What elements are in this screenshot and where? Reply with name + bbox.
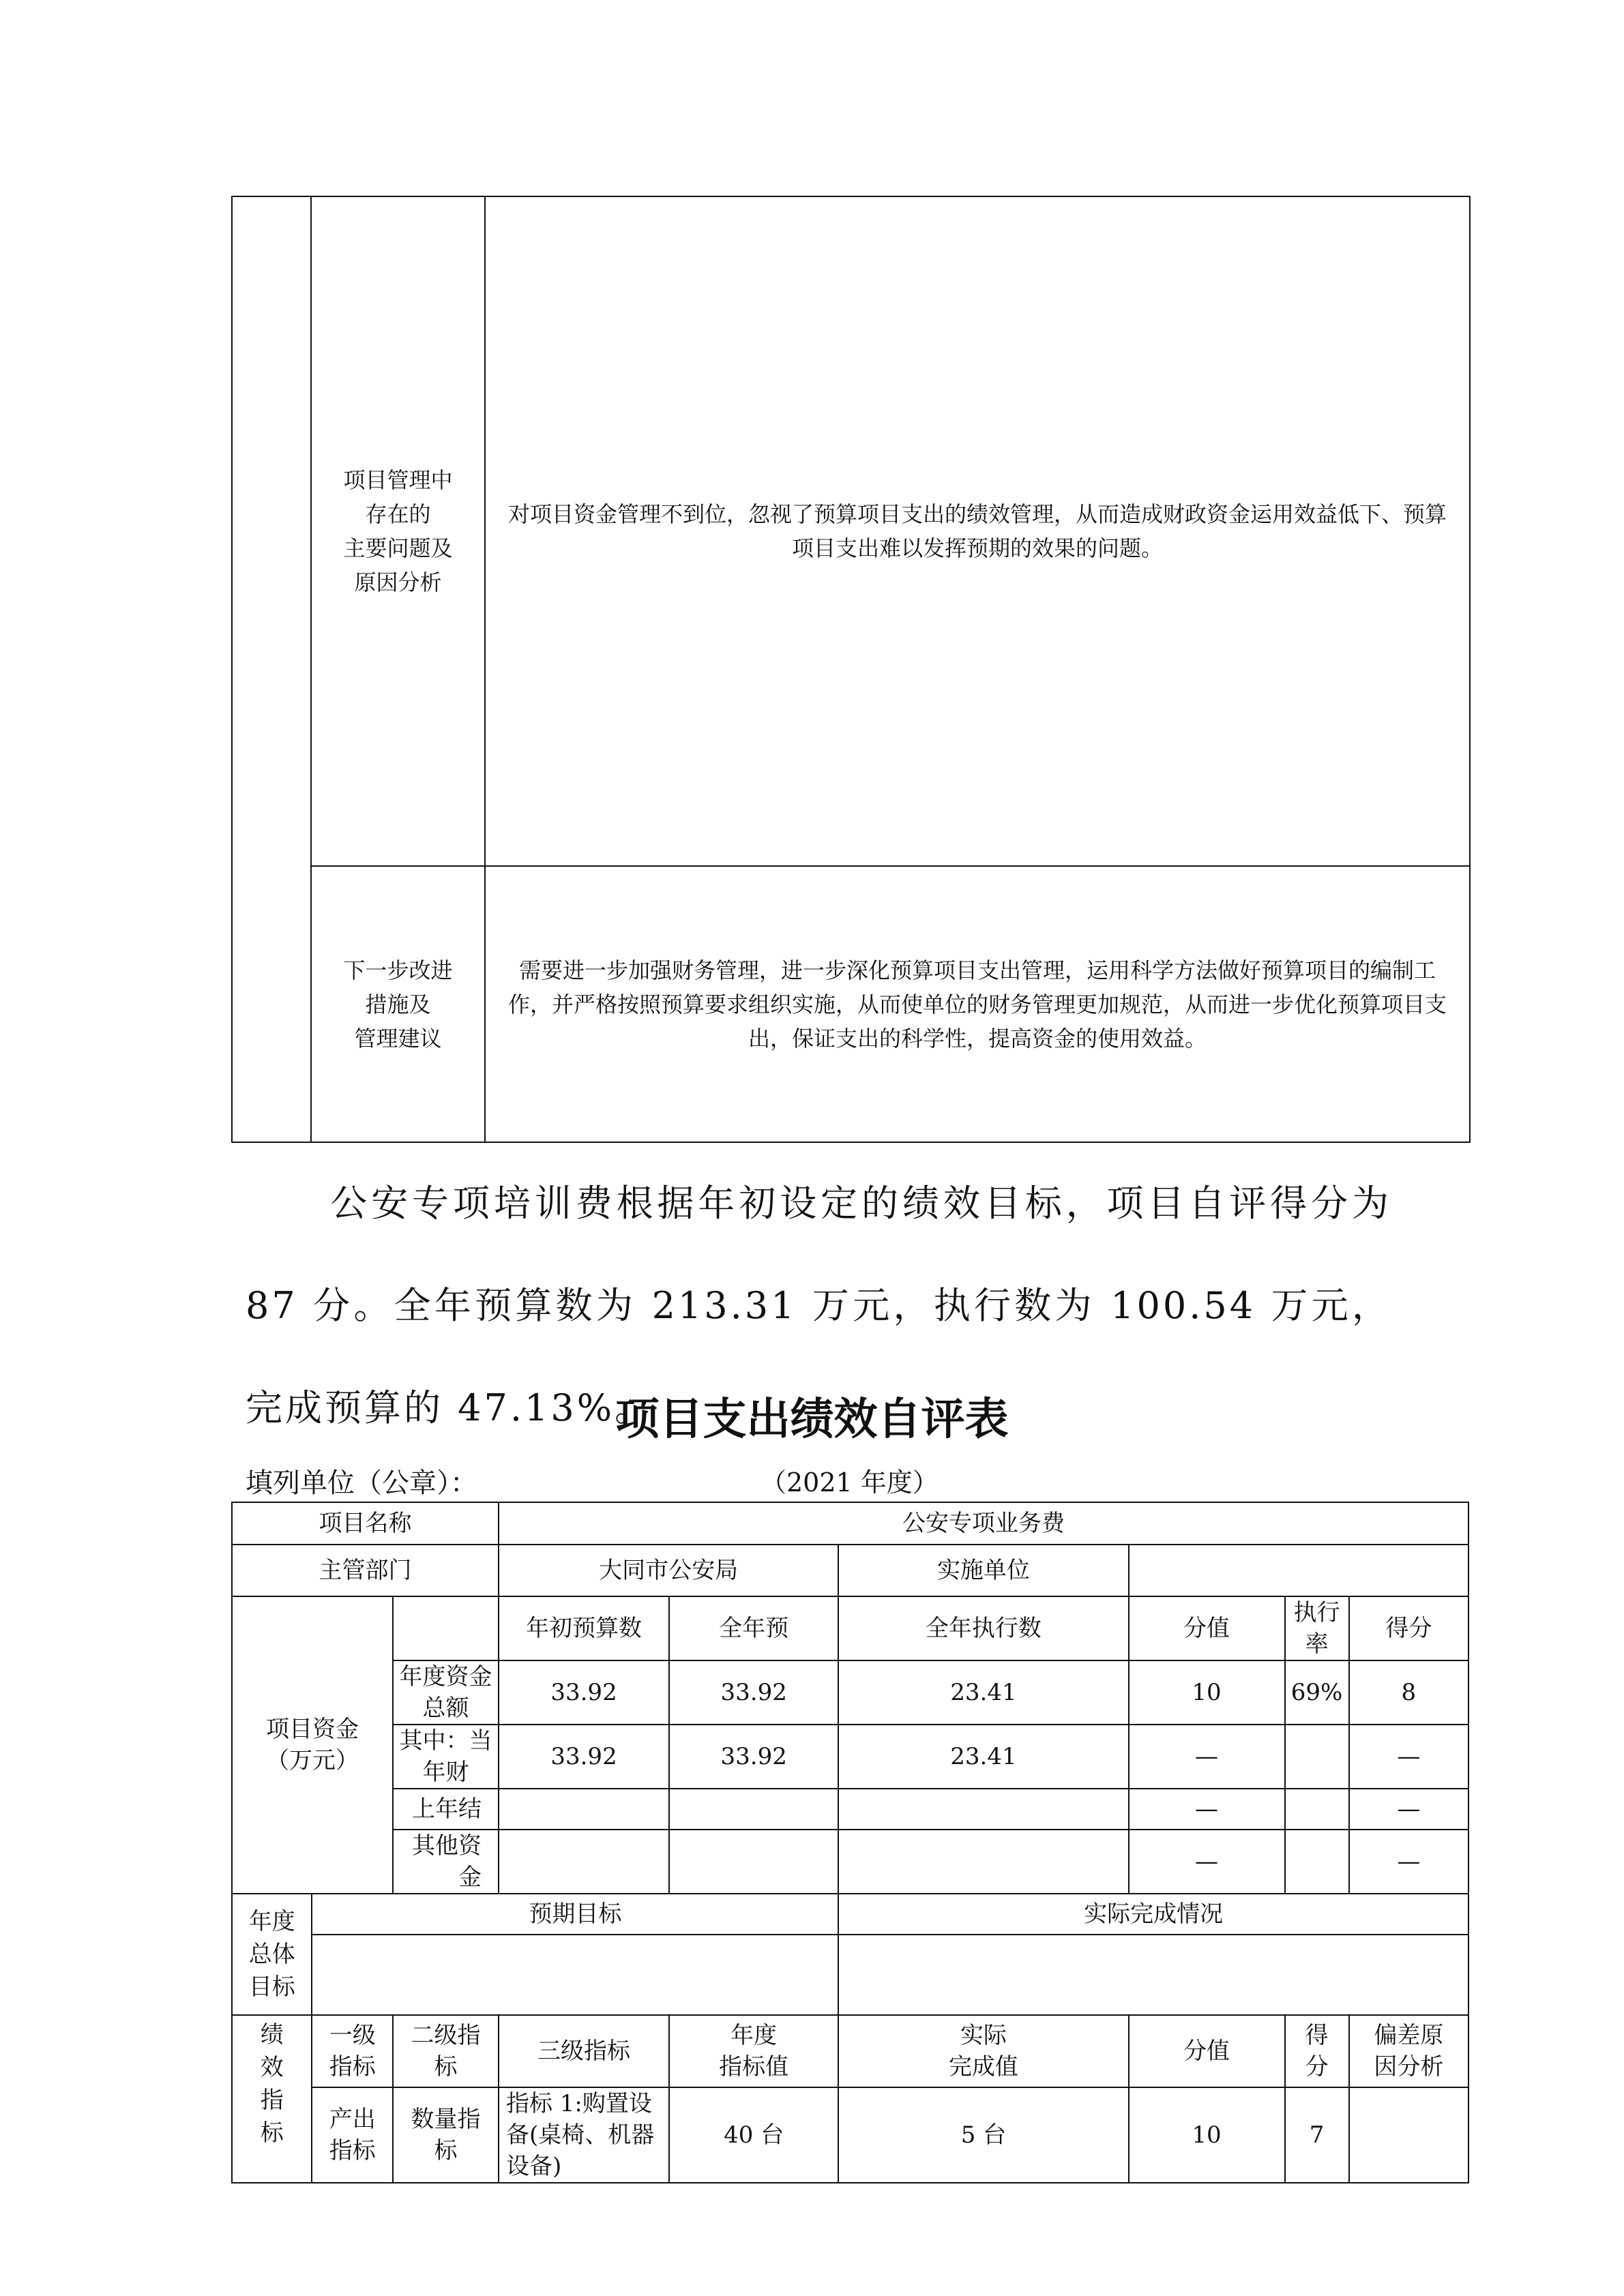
header-level3: 三级指标 [499,2015,669,2087]
funds-row-score: — [1349,1830,1468,1894]
actual-completion-value [838,1935,1468,2015]
indicator-deviation [1349,2087,1468,2183]
funds-row-score-value: 10 [1129,1660,1285,1725]
suggestions-content: 需要进一步加强财务管理，进一步深化预算项目支出管理，运用科学方法做好预算项目的编制工作，并严格按照预算要求组织实施，从而使单位的财务管理更加规范，从而进一步优化预算项目支出，保证支出的科学性，提高资金的使用效益。 [485,866,1470,1142]
funds-row-name: 其他资金 [393,1830,499,1894]
funds-row-initial: 33.92 [499,1725,669,1789]
evaluation-table [231,1502,1469,2183]
funds-header-initial: 年初预算数 [499,1596,669,1660]
funds-header-blank [393,1596,499,1660]
funds-header-score: 得分 [1349,1596,1468,1660]
header-level1: 一级 指标 [312,2015,392,2087]
problems-content: 对项目资金管理不到位，忽视了预算项目支出的绩效管理，从而造成财政资金运用效益低下、预算项目支出难以发挥预期的效果的问题。 [485,196,1470,866]
indicator-level3: 指标 1:购置设备(桌椅、机器设备) [499,2087,669,2183]
funds-header-annual: 全年预 [669,1596,838,1660]
project-name-value: 公安专项业务费 [499,1502,1468,1545]
annual-goal-label: 年度 总体 目标 [232,1894,312,2015]
indicator-actual: 5 台 [838,2087,1128,2183]
form-title: 项目支出绩效自评表 [615,1395,1009,1445]
header-deviation: 偏差原 因分析 [1349,2015,1468,2087]
indicator-level1: 产出 指标 [312,2087,392,2183]
funds-row-initial [499,1830,669,1894]
problems-label: 项目管理中 存在的 主要问题及 原因分析 [311,196,485,866]
funds-row-initial: 33.92 [499,1660,669,1725]
header-level2: 二级指 标 [393,2015,499,2087]
summary-paragraph: 公安专项培训费根据年初设定的绩效目标，项目自评得分为 87 分。全年预算数为 213.31 万元，执行数为 100.54 万元，完成预算的 47.13%。 [246,1182,1391,1429]
funds-row-name: 其中：当年财 [393,1725,499,1789]
indicator-row [232,2087,1468,2183]
funds-row-rate [1285,1830,1349,1894]
funds-row-executed [838,1789,1128,1830]
funds-row-score: 8 [1349,1660,1468,1725]
actual-completion-label: 实际完成情况 [838,1894,1468,1935]
expected-goal-value [312,1935,838,2015]
implementing-unit-label: 实施单位 [838,1545,1128,1596]
indicators-label: 绩 效 指 标 [232,2015,312,2183]
funds-row-executed: 23.41 [838,1660,1128,1725]
header-actual: 实际 完成值 [838,2015,1128,2087]
suggestions-label: 下一步改进 措施及 管理建议 [311,866,485,1142]
funds-row-executed [838,1830,1128,1894]
funds-row-initial [499,1789,669,1830]
left-margin-cell [232,196,311,1142]
funds-row-executed: 23.41 [838,1725,1128,1789]
indicator-level2: 数量指 标 [393,2087,499,2183]
funds-row-score: — [1349,1725,1468,1789]
department-value: 大同市公安局 [499,1545,838,1596]
header-target: 年度 指标值 [669,2015,838,2087]
indicator-score: 7 [1285,2087,1349,2183]
funds-row-rate [1285,1725,1349,1789]
funds-header-score-value: 分值 [1129,1596,1285,1660]
header-score-value: 分值 [1129,2015,1285,2087]
funds-row-score-value: — [1129,1830,1285,1894]
funds-row-annual: 33.92 [669,1660,838,1725]
funds-row [232,1789,1468,1830]
funds-header-executed: 全年执行数 [838,1596,1128,1660]
funds-row-score: — [1349,1789,1468,1830]
funds-row [232,1725,1468,1789]
project-name-label: 项目名称 [232,1502,499,1545]
funds-row-score-value: — [1129,1789,1285,1830]
funds-row-name: 年度资金总额 [393,1660,499,1725]
funds-row [232,1660,1468,1725]
funds-header-rate: 执行率 [1285,1596,1349,1660]
funds-row-annual: 33.92 [669,1725,838,1789]
indicator-target: 40 台 [669,2087,838,2183]
expected-goal-label: 预期目标 [312,1894,838,1935]
year-label: （2021 年度） [761,1467,939,1497]
funds-row-name: 上年结 [393,1789,499,1830]
funds-row-annual [669,1830,838,1894]
funds-row [232,1830,1468,1894]
indicator-score-value: 10 [1129,2087,1285,2183]
funds-label-text: 项目资金（万元） [265,1716,359,1774]
funds-label [232,1596,393,1894]
funds-row-rate: 69% [1285,1660,1349,1725]
funds-row-score-value: — [1129,1725,1285,1789]
filling-unit-label: 填列单位（公章）： [246,1467,477,1499]
implementing-unit-value [1129,1545,1468,1596]
funds-row-annual [669,1789,838,1830]
department-label: 主管部门 [232,1545,499,1596]
problems-table [231,196,1471,1143]
header-score: 得 分 [1285,2015,1349,2087]
funds-row-rate [1285,1789,1349,1830]
